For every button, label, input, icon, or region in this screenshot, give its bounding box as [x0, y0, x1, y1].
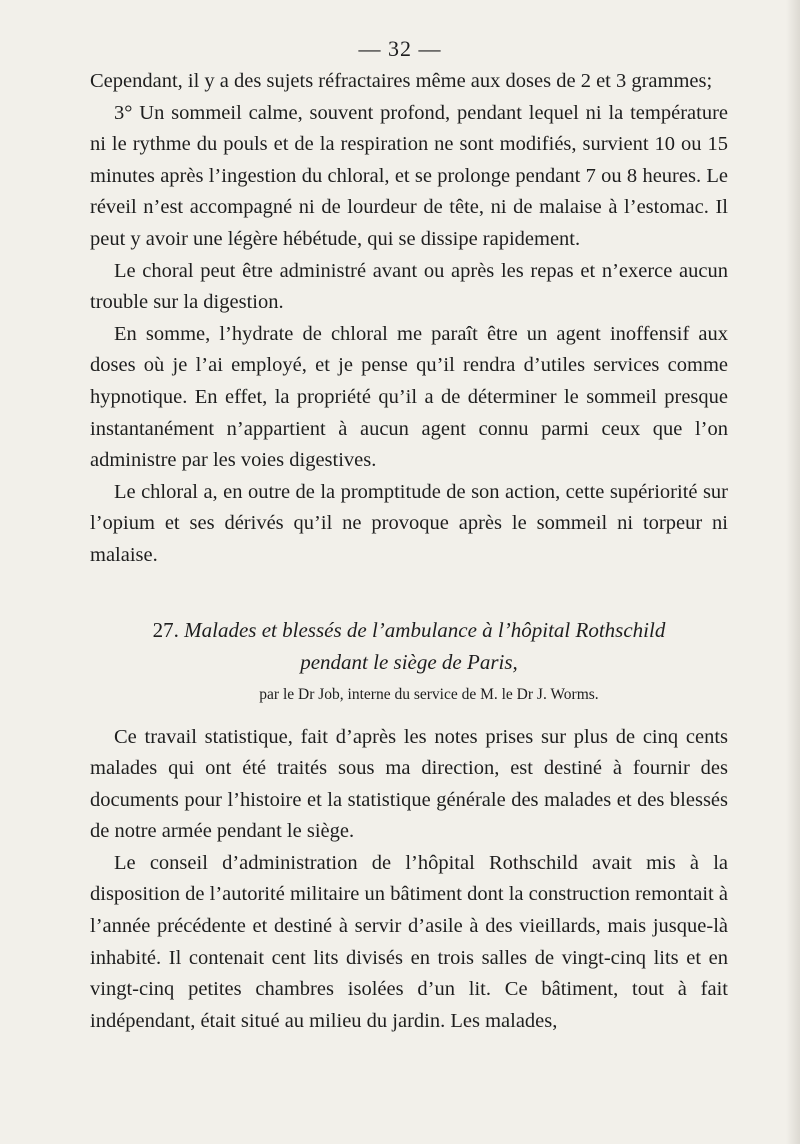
paragraph: En somme, l’hydrate de chloral me paraît être un agent inoffensif aux doses où je l’ai employé, et je pense qu’il rendra d’utiles services comme hypnotique. En effet, la propriété qu’il a de déterminer le sommeil presque instantanément n’appartient à aucun agent connu parmi ceux que l’on administre par les voies digestives.: [90, 322, 728, 472]
paragraph: Le conseil d’administration de l’hôpital Rothschild avait mis à la disposition de l’autorité militaire un bâtiment dont la construction remontait à l’année précédente et destiné à servir d’asile à des vieillards, mais jusque-là inhabité. Il contenait cent lits divisés en trois salles de vingt-cinq lits et en vingt-cinq petites chambres isolées d’un lit. Ce bâtiment, tout à fait indépendant, était situé au milieu du jardin. Les malades,: [90, 851, 728, 1032]
body-text: [90, 66, 728, 1037]
paragraph: Ce travail statistique, fait d’après les notes prises sur plus de cinq cents malades qui ont été traités sous ma direction, est destiné à fournir des documents pour l’histoire et la statistique générale des malades et des blessés de notre armée pendant le siège.: [90, 725, 728, 843]
section-title-line1: Malades et blessés de l’ambulance à l’hôpital Rothschild: [184, 617, 666, 642]
paragraph: 3° Un sommeil calme, souvent profond, pendant lequel ni la température ni le rythme du pouls et de la respiration ne sont modifiés, survient 10 ou 15 minutes après l’ingestion du chloral, et se prolonge pendant 7 ou 8 heures. Le réveil n’est accompagné ni de lourdeur de tête, ni de malaise à l’estomac. Il peut y avoir une légère hébétude, qui se dissipe rapidement.: [90, 101, 728, 250]
section-byline: par le Dr Job, interne du service de M. le Dr J. Worms.: [259, 685, 599, 703]
page-number: — 32 —: [358, 36, 442, 61]
page-edge-shadow: [786, 0, 800, 1144]
section-number: 27.: [152, 617, 179, 642]
paragraph: Le choral peut être administré avant ou après les repas et n’exerce aucun trouble sur la digestion.: [90, 259, 728, 314]
section-heading: [90, 614, 728, 678]
section-title-line2: pendant le siège de Paris,: [300, 649, 518, 674]
paragraph: Cependant, il y a des sujets réfractaires même aux doses de 2 et 3 grammes;: [90, 70, 713, 92]
paragraph: Le chloral a, en outre de la promptitude de son action, cette supériorité sur l’opium et ses dérivés qu’il ne provoque après le sommeil ni torpeur ni malaise.: [90, 480, 728, 566]
